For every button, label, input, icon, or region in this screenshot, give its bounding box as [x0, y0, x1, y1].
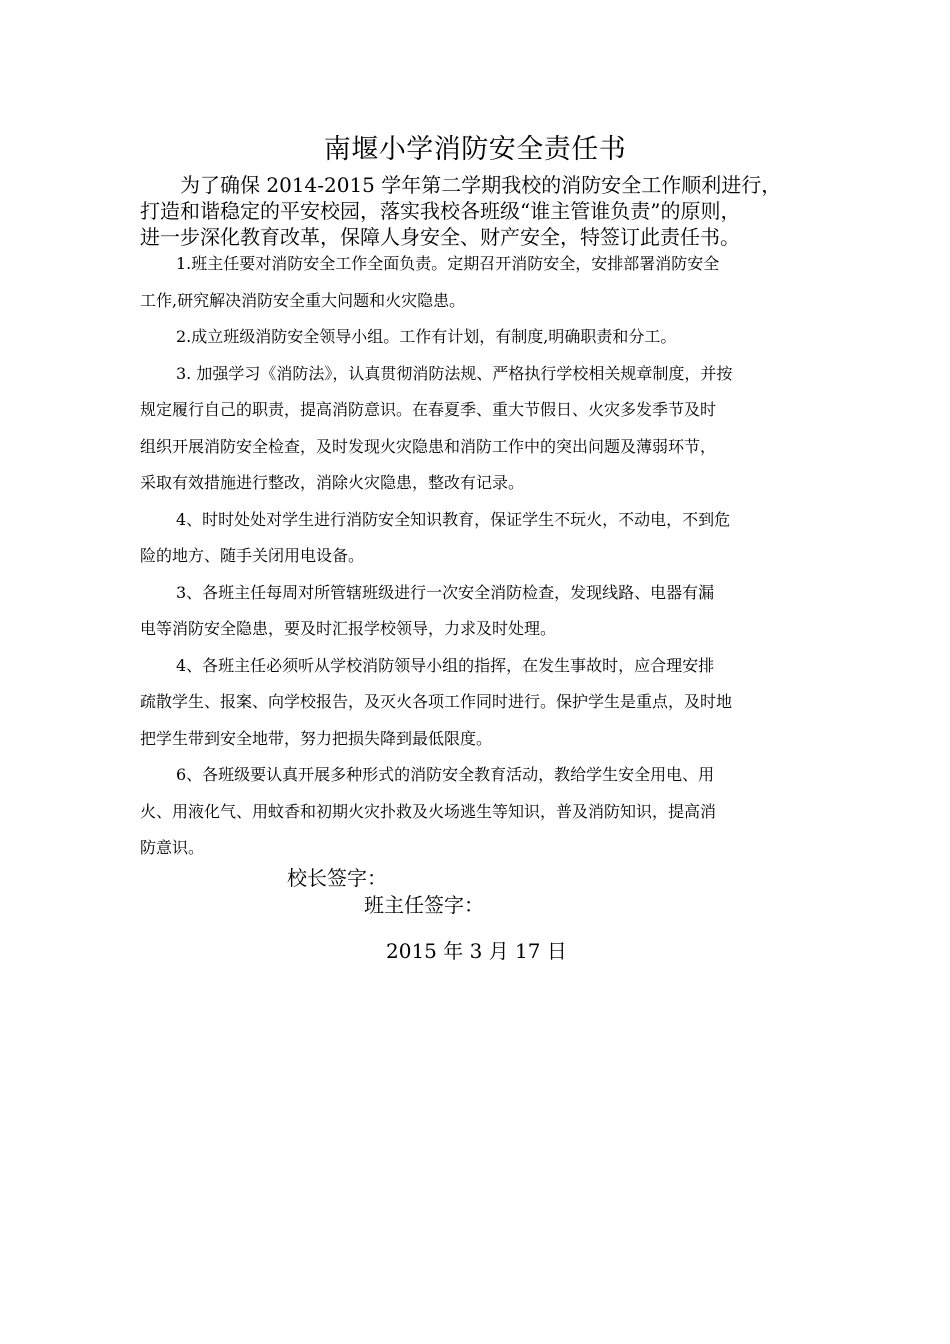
- intro-paragraph: [140, 172, 840, 250]
- document-title: 南堰小学消防安全责任书: [323, 134, 627, 165]
- item-line: 组织开展消防安全检查，及时发现火灾隐患和消防工作中的突出问题及薄弱环节，: [140, 436, 717, 456]
- item-paragraph: [140, 502, 840, 575]
- item-line: 疏散学生、报案、向学校报告，及灭火各项工作同时进行。保护学生是重点，及时地: [140, 692, 733, 711]
- item-line: 2.成立班级消防安全领导小组。工作有计划，有制度,明确职责和分工。: [176, 327, 677, 346]
- item-line: 3. 加强学习《消防法》，认真贯彻消防法规、严格执行学校相关规章制度，并按: [176, 363, 733, 383]
- signing-date: 2015 年 3 月 17 日: [386, 939, 567, 963]
- item-paragraph: [140, 356, 840, 502]
- item-line: 规定履行自己的职责，提高消防意识。在春夏季、重大节假日、火灾多发季节及时: [140, 400, 717, 419]
- item-paragraph: [140, 319, 840, 356]
- intro-line: 进一步深化教育改革，保障人身安全、财产安全，特签订此责任书。: [140, 225, 740, 249]
- item-line: 4、各班主任必须听从学校消防领导小组的指挥，在发生事故时，应合理安排: [176, 655, 715, 675]
- item-line: 把学生带到安全地带，努力把损失降到最低限度。: [140, 728, 493, 748]
- item-paragraph: [140, 575, 840, 648]
- item-line: 险的地方、随手关闭用电设备。: [140, 546, 365, 565]
- item-line: 工作,研究解决消防安全重大问题和火灾隐患。: [140, 290, 466, 310]
- item-line: 采取有效措施进行整改，消除火灾隐患，整改有记录。: [140, 473, 525, 492]
- item-paragraph: [140, 757, 840, 867]
- item-line: 3、各班主任每周对所管辖班级进行一次安全消防检查，发现线路、电器有漏: [176, 582, 715, 602]
- teacher-signature-label: 班主任签字：: [364, 893, 484, 917]
- intro-line: 为了确保 2014-2015 学年第二学期我校的消防安全工作顺利进行，: [180, 173, 782, 197]
- item-paragraph: [140, 246, 840, 319]
- item-line: 4、时时处处对学生进行消防安全知识教育，保证学生不玩火，不动电，不到危: [176, 509, 731, 529]
- item-line: 电等消防安全隐患，要及时汇报学校领导，力求及时处理。: [140, 619, 557, 638]
- item-paragraph: [140, 648, 840, 758]
- item-line: 6、各班级要认真开展多种形式的消防安全教育活动，教给学生安全用电、用: [176, 765, 715, 784]
- item-line: 火、用液化气、用蚊香和初期火灾扑救及火场逃生等知识，普及消防知识，提高消: [140, 801, 717, 821]
- principal-signature-label: 校长签字：: [287, 866, 387, 890]
- responsibility-items: [140, 246, 840, 867]
- item-line: 1.班主任要对消防安全工作全面负责。定期召开消防安全，安排部署消防安全: [176, 254, 720, 273]
- intro-line: 打造和谐稳定的平安校园，落实我校各班级“谁主管谁负责”的原则，: [140, 199, 741, 223]
- item-line: 防意识。: [140, 838, 205, 857]
